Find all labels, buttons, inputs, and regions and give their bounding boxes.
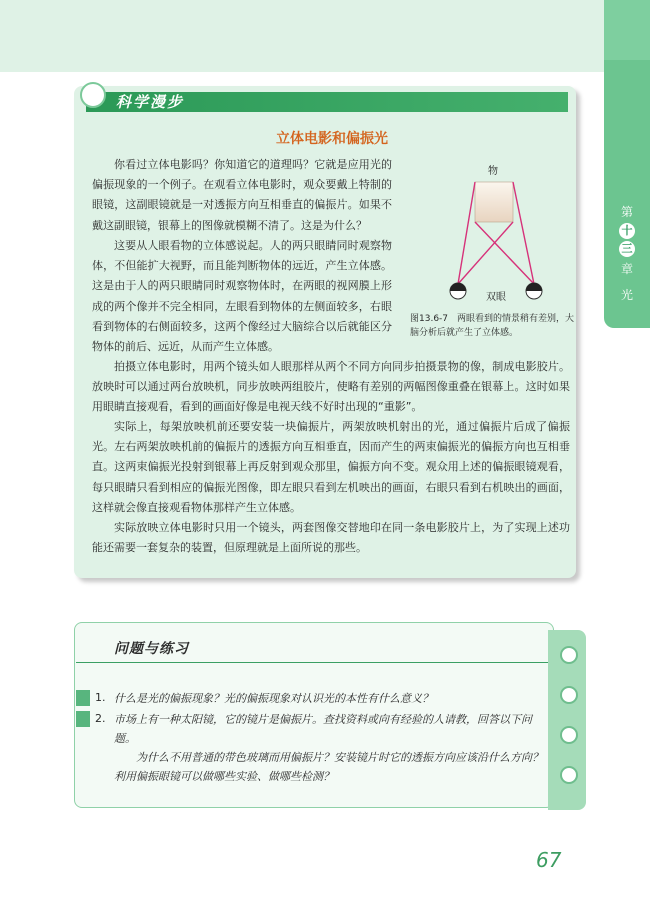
question-marker (76, 711, 90, 727)
paragraph-3: 拍摄立体电影时，用两个镜头如人眼那样从两个不同方向同步拍摄景物的像，制成电影胶片。放映时可以通过两台放映机，同步放映两组胶片，使略有差别的两幅图像重叠在银幕上。这时如果用眼睛直接观看，看到的画面好像是电视天线不好时出现的“重影”。 (92, 360, 570, 414)
question-marker (76, 690, 90, 706)
binding-ring-icon (560, 686, 578, 704)
chapter-number-2: 三 (619, 241, 635, 257)
paragraph-2: 这要从人眼看物的立体感说起。人的两只眼睛同时观察物体，不但能扩大视野，而且能判断物体的远近，产生立体感。这是由于人的两只眼睛同时观察物体时，在两眼的视网膜上形成的两个像并不完全相同，左眼看到物体的左侧面较多，右眼看到物体的右侧面较多，这两个像经过大脑综合以后就能区分物体的前后、远近，从而产生立体感。 (92, 239, 392, 354)
question-number: 2. (95, 712, 106, 725)
science-walk-heading: 科学漫步 (116, 93, 185, 111)
paragraph-4: 实际上，每架放映机前还要安装一块偏振片，两架放映机射出的光，通过偏振片后成了偏振光。左右两架放映机前的偏振片的透振方向互相垂直，因而产生的两束偏振光的偏振方向也互相垂直。这两束偏振光投射到银幕上再反射到观众那里，偏振方向不变。观众用上述的偏振眼镜观看，每只眼睛只看到相应的偏振光图像，即左眼只看到左机映出的画面，右眼只看到右机映出的画面，这样就会像直接观看物体那样产生立体感。 (92, 420, 570, 514)
chapter-label (604, 204, 650, 303)
left-eye-icon (450, 283, 466, 299)
binding-ring-icon (560, 726, 578, 744)
chapter-ordinal: 第 (620, 205, 633, 219)
question-1-text: 什么是光的偏振现象？光的偏振现象对认识光的本性有什么意义？ (114, 692, 433, 705)
eyes-label: 双眼 (486, 292, 506, 303)
binding-ring-icon (560, 766, 578, 784)
page-number: 67 (536, 848, 562, 872)
top-header-band (0, 0, 604, 72)
question-number: 1. (95, 691, 106, 704)
exercises-heading: 问题与练习 (114, 641, 189, 657)
right-eye-icon (526, 283, 542, 299)
question-2-text: 市场上有一种太阳镜，它的镜片是偏振片。查找资料或向有经验的人请教，回答以下问题。 (114, 713, 532, 745)
object-box (475, 182, 513, 222)
chapter-side-tab-top (604, 0, 650, 60)
paragraph-1: 你看过立体电影吗？你知道它的道理吗？它就是应用光的偏振现象的一个例子。在观看立体电影时，观众要戴上特制的眼镜，这副眼镜就是一对透振方向互相垂直的偏振片。如果不戴这副眼镜，银幕上的图像就模糊不清了。这是为什么？ (92, 158, 392, 232)
binding-ring-icon (560, 646, 578, 664)
chapter-number-1: 十 (619, 223, 635, 239)
figure-caption: 图13.6-7 两眼看到的情景稍有差别，大脑分析后就产生了立体感。 (410, 314, 575, 338)
binocular-vision-figure (440, 160, 552, 305)
chapter-topic: 光 (620, 288, 633, 302)
object-label: 物 (488, 166, 498, 177)
header-circle-icon (80, 82, 106, 108)
article-title: 立体电影和偏振光 (276, 131, 388, 147)
question-2-followup: 为什么不用普通的带色玻璃而用偏振片？安装镜片时它的透振方向应该沿什么方向？利用偏振眼镜可以做哪些实验、做哪些检测？ (114, 751, 543, 783)
paragraph-5: 实际放映立体电影时只用一个镜头，两套图像交替地印在同一条电影胶片上，为了实现上述功能还需要一套复杂的装置，但原理就是上面所说的那些。 (92, 521, 570, 555)
chapter-word: 章 (620, 262, 633, 276)
